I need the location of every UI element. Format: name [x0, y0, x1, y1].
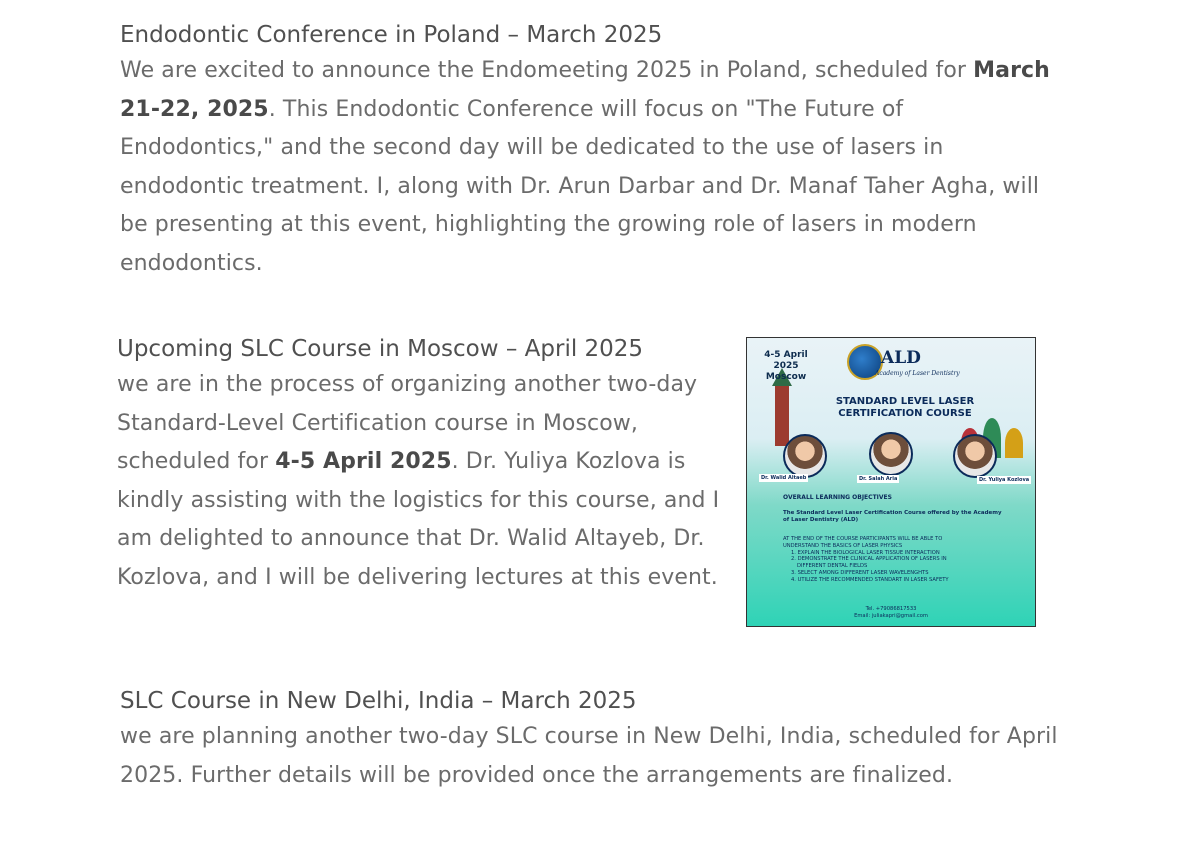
- speaker-photo: [783, 434, 827, 478]
- paragraph-text: we are in the process of organizing another two-day Standard-Level Certification course in Moscow, scheduled for: [117, 372, 698, 474]
- kremlin-tower-illustration: [775, 386, 789, 446]
- objectives-intro: UNDERSTAND THE BASICS OF LASER PHYSICS: [783, 542, 903, 549]
- section-moscow-course: [117, 334, 727, 597]
- flyer-date-text: 4-5 April 2025: [764, 350, 808, 371]
- paragraph-text: . Dr. Yuliya Kozlova is kindly assisting with the logistics for this course, and I am delighted to announce that Dr. Walid Altayeb, Dr. Kozlova, and I will be delivering lectures at this event.: [117, 449, 720, 590]
- speaker-name: Dr. Walid Altaeb: [761, 475, 807, 481]
- flyer-email: Email: juliakapri@gmail.com: [854, 613, 928, 619]
- paragraph-text: We are excited to announce the Endomeeting 2025 in Poland, scheduled for: [120, 58, 974, 83]
- section-heading: SLC Course in New Delhi, India – March 2025: [120, 688, 637, 714]
- speaker-photo: [953, 434, 997, 478]
- flyer-contact: [747, 606, 1035, 620]
- objectives-title: OVERALL LEARNING OBJECTIVES: [783, 494, 892, 501]
- objective-item: 2. DEMONSTRATE THE CLINICAL APPLICATION OF LASERS IN: [791, 556, 947, 563]
- objective-item: 1. EXPLAIN THE BIOLOGICAL LASER TISSUE INTERACTION: [791, 549, 940, 556]
- flyer-title: [825, 396, 985, 420]
- ald-logo-subtitle: Academy of Laser Dentistry: [875, 370, 960, 377]
- section-paragraph: [117, 366, 727, 597]
- speaker-photo: [869, 432, 913, 476]
- dome-shape: [1005, 428, 1023, 458]
- objective-item: DIFFERENT DENTAL FIELDS: [797, 563, 868, 570]
- objectives-intro: AT THE END OF THE COURSE PARTICIPANTS WILL BE ABLE TO: [783, 536, 943, 542]
- objective-item: 4. UTILIZE THE RECOMMENDED STANDART IN LASER SAFETY: [791, 576, 949, 583]
- paragraph-text: we are planning another two-day SLC course in New Delhi, India, scheduled for April 2025. Further details will be provided once the arrangements are finalized.: [120, 724, 1058, 788]
- section-poland-conference: [120, 20, 1060, 283]
- section-paragraph: [120, 52, 1060, 283]
- speaker-name: Dr. Yuliya Kozlova: [979, 477, 1030, 483]
- section-heading: Upcoming SLC Course in Moscow – April 2025: [117, 336, 644, 362]
- flyer-phone: Tel. +79086817533: [865, 606, 917, 612]
- objective-item: 3. SELECT AMONG DIFFERENT LASER WAVELENGHTS: [791, 569, 929, 576]
- section-heading: Endodontic Conference in Poland – March 2025: [120, 22, 663, 48]
- offer-text: The Standard Level Laser Certification Course offered by the Academy of Laser Dentistry (ALD): [783, 510, 1002, 523]
- paragraph-date-bold: March 21-22, 2025: [120, 58, 1050, 122]
- flyer-title-line: CERTIFICATION COURSE: [838, 408, 972, 419]
- ald-logo: ALD: [881, 348, 921, 368]
- flyer-city-text: Moscow: [765, 372, 807, 382]
- speaker-name: Dr. Salah Aria: [859, 476, 898, 482]
- section-new-delhi-course: [120, 686, 1060, 795]
- flyer-date: [755, 350, 817, 383]
- flyer-title-line: STANDARD LEVEL LASER: [835, 396, 975, 407]
- objectives-list: [783, 536, 1013, 584]
- paragraph-text: . This Endodontic Conference will focus on "The Future of Endodontics," and the second day will be dedicated to the use of lasers in endodontic treatment. I, along with Dr. Arun Darbar and Dr. Manaf Taher Agha, will be presenting at this event, highlighting the growing role of lasers in modern endodontics.: [120, 96, 1040, 276]
- moscow-course-flyer: [746, 337, 1036, 627]
- section-paragraph: [120, 718, 1060, 795]
- paragraph-date-bold: 4-5 April 2025: [275, 449, 452, 474]
